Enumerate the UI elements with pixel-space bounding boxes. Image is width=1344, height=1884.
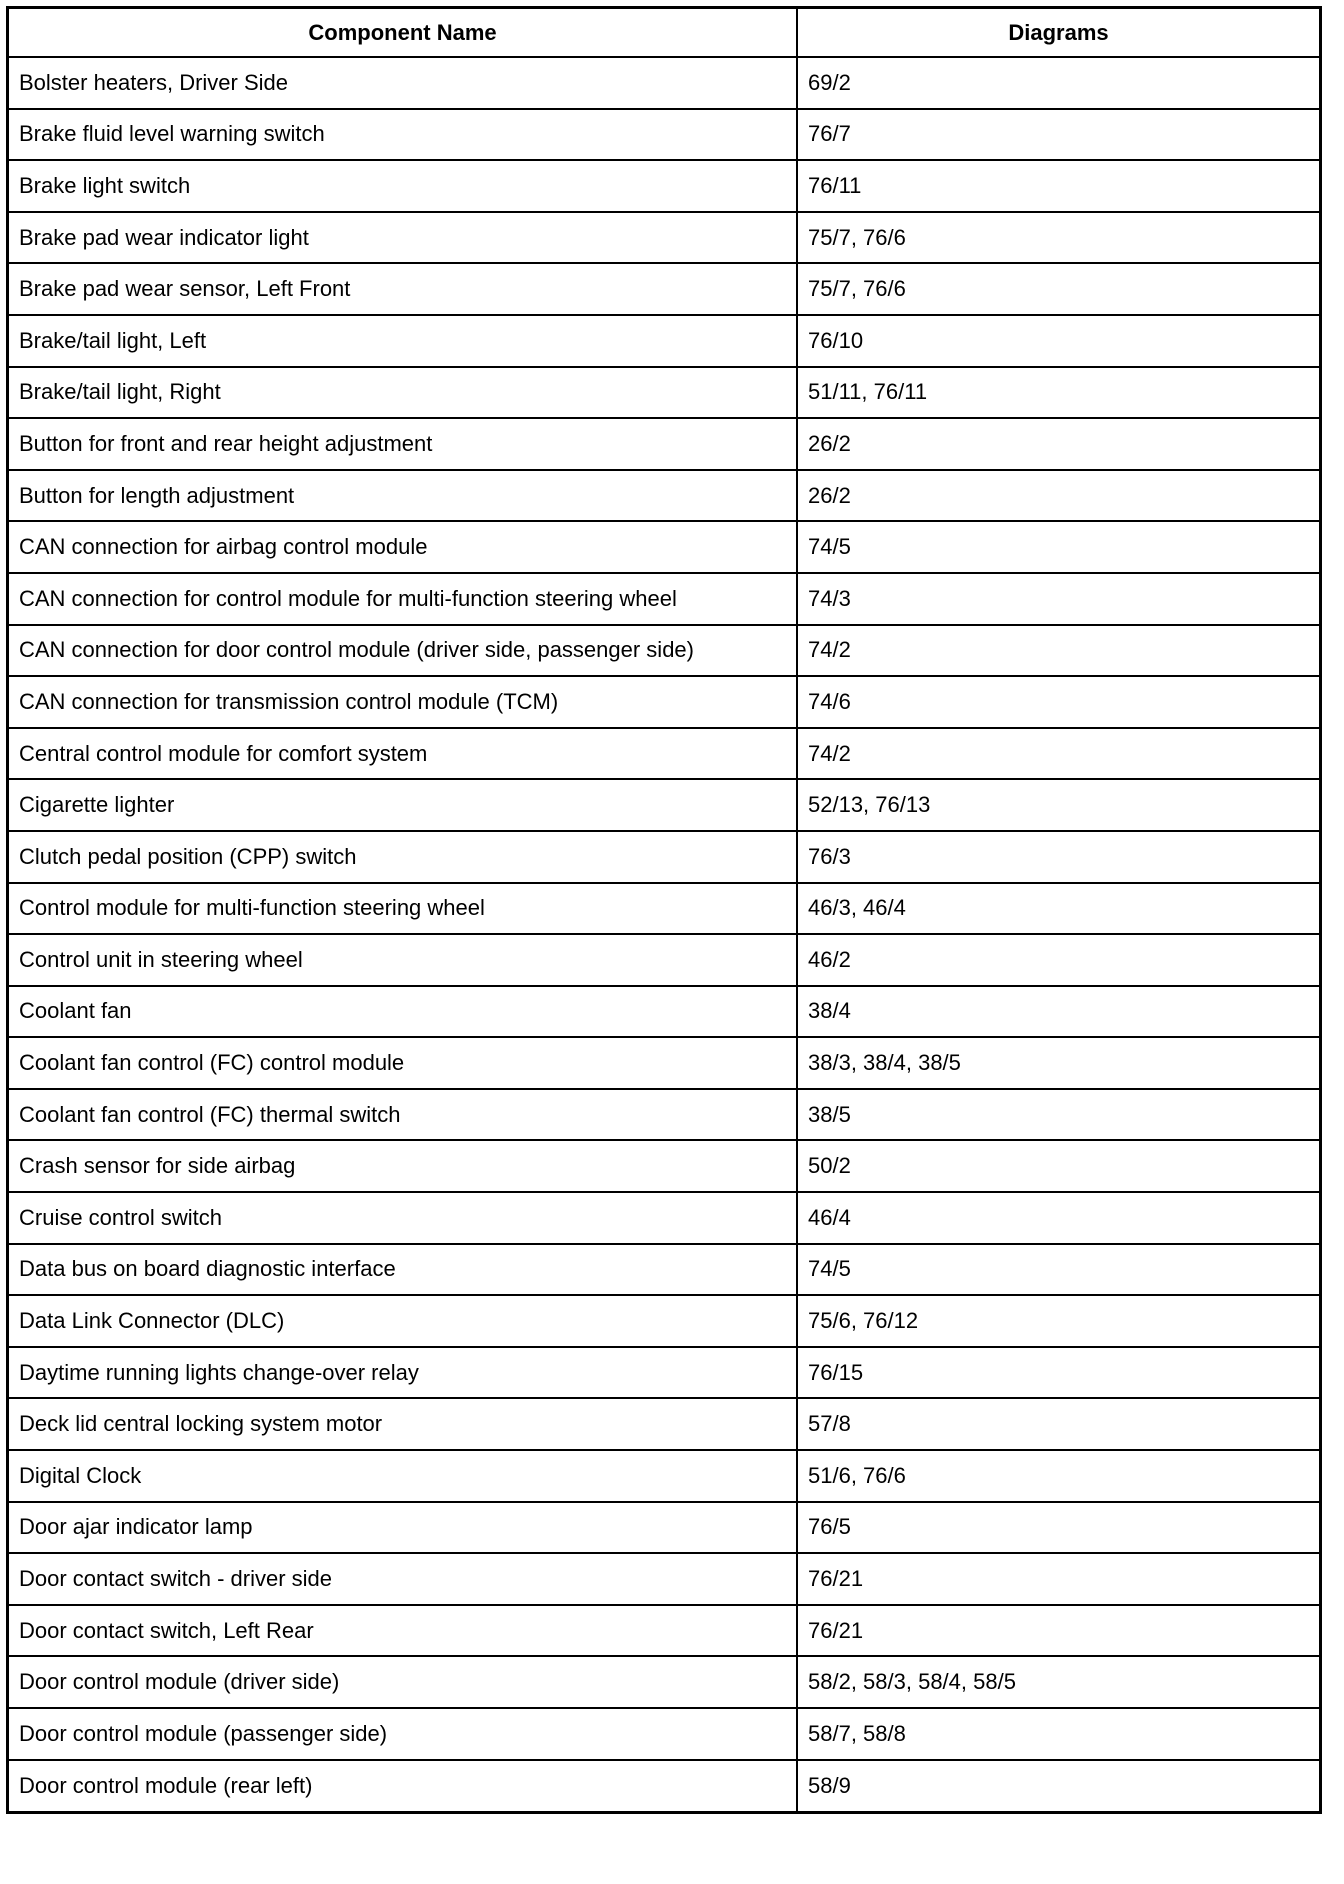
component-name-cell: Cigarette lighter	[9, 779, 797, 831]
diagrams-cell: 76/21	[797, 1553, 1319, 1605]
table-row	[9, 1656, 1319, 1708]
table-row	[9, 367, 1319, 419]
table-row	[9, 109, 1319, 161]
component-name-cell: Control module for multi-function steering wheel	[9, 883, 797, 935]
component-name-cell: Door control module (driver side)	[9, 1656, 797, 1708]
table-row	[9, 986, 1319, 1038]
table-row	[9, 1502, 1319, 1554]
table	[9, 9, 1319, 1811]
table-row	[9, 418, 1319, 470]
table-row	[9, 521, 1319, 573]
table-row	[9, 1398, 1319, 1450]
table-row	[9, 1244, 1319, 1296]
diagrams-cell: 26/2	[797, 470, 1319, 522]
component-name-cell: Brake pad wear sensor, Left Front	[9, 263, 797, 315]
diagrams-cell: 74/2	[797, 625, 1319, 677]
component-name-cell: Central control module for comfort system	[9, 728, 797, 780]
diagrams-cell: 46/3, 46/4	[797, 883, 1319, 935]
diagrams-cell: 76/15	[797, 1347, 1319, 1399]
diagrams-cell: 58/2, 58/3, 58/4, 58/5	[797, 1656, 1319, 1708]
diagrams-cell: 46/4	[797, 1192, 1319, 1244]
component-name-cell: Brake/tail light, Left	[9, 315, 797, 367]
component-name-cell: Coolant fan control (FC) control module	[9, 1037, 797, 1089]
component-name-cell: Door ajar indicator lamp	[9, 1502, 797, 1554]
table-row	[9, 728, 1319, 780]
component-name-cell: CAN connection for control module for multi-function steering wheel	[9, 573, 797, 625]
diagrams-cell: 52/13, 76/13	[797, 779, 1319, 831]
table-row	[9, 625, 1319, 677]
diagrams-cell: 46/2	[797, 934, 1319, 986]
component-name-cell: Door contact switch, Left Rear	[9, 1605, 797, 1657]
table-row	[9, 1140, 1319, 1192]
diagrams-cell: 50/2	[797, 1140, 1319, 1192]
component-name-cell: Control unit in steering wheel	[9, 934, 797, 986]
component-name-cell: Brake pad wear indicator light	[9, 212, 797, 264]
diagrams-cell: 76/21	[797, 1605, 1319, 1657]
diagrams-cell: 74/5	[797, 521, 1319, 573]
table-row	[9, 57, 1319, 109]
table-row	[9, 212, 1319, 264]
diagrams-cell: 76/5	[797, 1502, 1319, 1554]
component-name-cell: Door contact switch - driver side	[9, 1553, 797, 1605]
component-name-cell: CAN connection for door control module (driver side, passenger side)	[9, 625, 797, 677]
component-name-cell: Coolant fan control (FC) thermal switch	[9, 1089, 797, 1141]
diagrams-cell: 51/6, 76/6	[797, 1450, 1319, 1502]
component-name-cell: Bolster heaters, Driver Side	[9, 57, 797, 109]
diagrams-cell: 74/6	[797, 676, 1319, 728]
component-name-cell: Button for front and rear height adjustment	[9, 418, 797, 470]
component-diagram-table	[6, 6, 1322, 1814]
component-name-cell: Data Link Connector (DLC)	[9, 1295, 797, 1347]
diagrams-cell: 26/2	[797, 418, 1319, 470]
diagrams-cell: 76/7	[797, 109, 1319, 161]
component-name-cell: Cruise control switch	[9, 1192, 797, 1244]
component-name-cell: Digital Clock	[9, 1450, 797, 1502]
table-row	[9, 1760, 1319, 1812]
component-name-cell: Brake fluid level warning switch	[9, 109, 797, 161]
table-row	[9, 1192, 1319, 1244]
diagrams-cell: 75/7, 76/6	[797, 263, 1319, 315]
component-name-cell: Brake/tail light, Right	[9, 367, 797, 419]
diagrams-cell: 38/3, 38/4, 38/5	[797, 1037, 1319, 1089]
table-row	[9, 263, 1319, 315]
table-row	[9, 1089, 1319, 1141]
component-name-cell: Door control module (passenger side)	[9, 1708, 797, 1760]
table-row	[9, 573, 1319, 625]
component-name-cell: Data bus on board diagnostic interface	[9, 1244, 797, 1296]
component-name-cell: Door control module (rear left)	[9, 1760, 797, 1812]
table-row	[9, 676, 1319, 728]
table-row	[9, 934, 1319, 986]
table-row	[9, 1295, 1319, 1347]
diagrams-cell: 69/2	[797, 57, 1319, 109]
diagrams-cell: 74/2	[797, 728, 1319, 780]
table-row	[9, 883, 1319, 935]
component-name-cell: Coolant fan	[9, 986, 797, 1038]
table-row	[9, 779, 1319, 831]
diagrams-cell: 76/10	[797, 315, 1319, 367]
component-name-cell: Brake light switch	[9, 160, 797, 212]
table-row	[9, 1605, 1319, 1657]
table-row	[9, 1347, 1319, 1399]
component-name-cell: Crash sensor for side airbag	[9, 1140, 797, 1192]
diagrams-cell: 58/9	[797, 1760, 1319, 1812]
table-body	[9, 57, 1319, 1811]
table-row	[9, 315, 1319, 367]
diagrams-cell: 58/7, 58/8	[797, 1708, 1319, 1760]
column-header-diagrams: Diagrams	[797, 9, 1319, 57]
diagrams-cell: 74/5	[797, 1244, 1319, 1296]
table-header-row	[9, 9, 1319, 57]
diagrams-cell: 51/11, 76/11	[797, 367, 1319, 419]
diagrams-cell: 74/3	[797, 573, 1319, 625]
diagrams-cell: 38/4	[797, 986, 1319, 1038]
component-name-cell: Daytime running lights change-over relay	[9, 1347, 797, 1399]
component-name-cell: CAN connection for transmission control module (TCM)	[9, 676, 797, 728]
table-row	[9, 160, 1319, 212]
diagrams-cell: 75/7, 76/6	[797, 212, 1319, 264]
table-row	[9, 470, 1319, 522]
table-row	[9, 1553, 1319, 1605]
table-row	[9, 1450, 1319, 1502]
diagrams-cell: 75/6, 76/12	[797, 1295, 1319, 1347]
column-header-component-name: Component Name	[9, 9, 797, 57]
table-row	[9, 1037, 1319, 1089]
diagrams-cell: 76/11	[797, 160, 1319, 212]
component-name-cell: Button for length adjustment	[9, 470, 797, 522]
table-row	[9, 1708, 1319, 1760]
diagrams-cell: 76/3	[797, 831, 1319, 883]
component-name-cell: Clutch pedal position (CPP) switch	[9, 831, 797, 883]
diagrams-cell: 38/5	[797, 1089, 1319, 1141]
component-name-cell: Deck lid central locking system motor	[9, 1398, 797, 1450]
diagrams-cell: 57/8	[797, 1398, 1319, 1450]
table-row	[9, 831, 1319, 883]
component-name-cell: CAN connection for airbag control module	[9, 521, 797, 573]
